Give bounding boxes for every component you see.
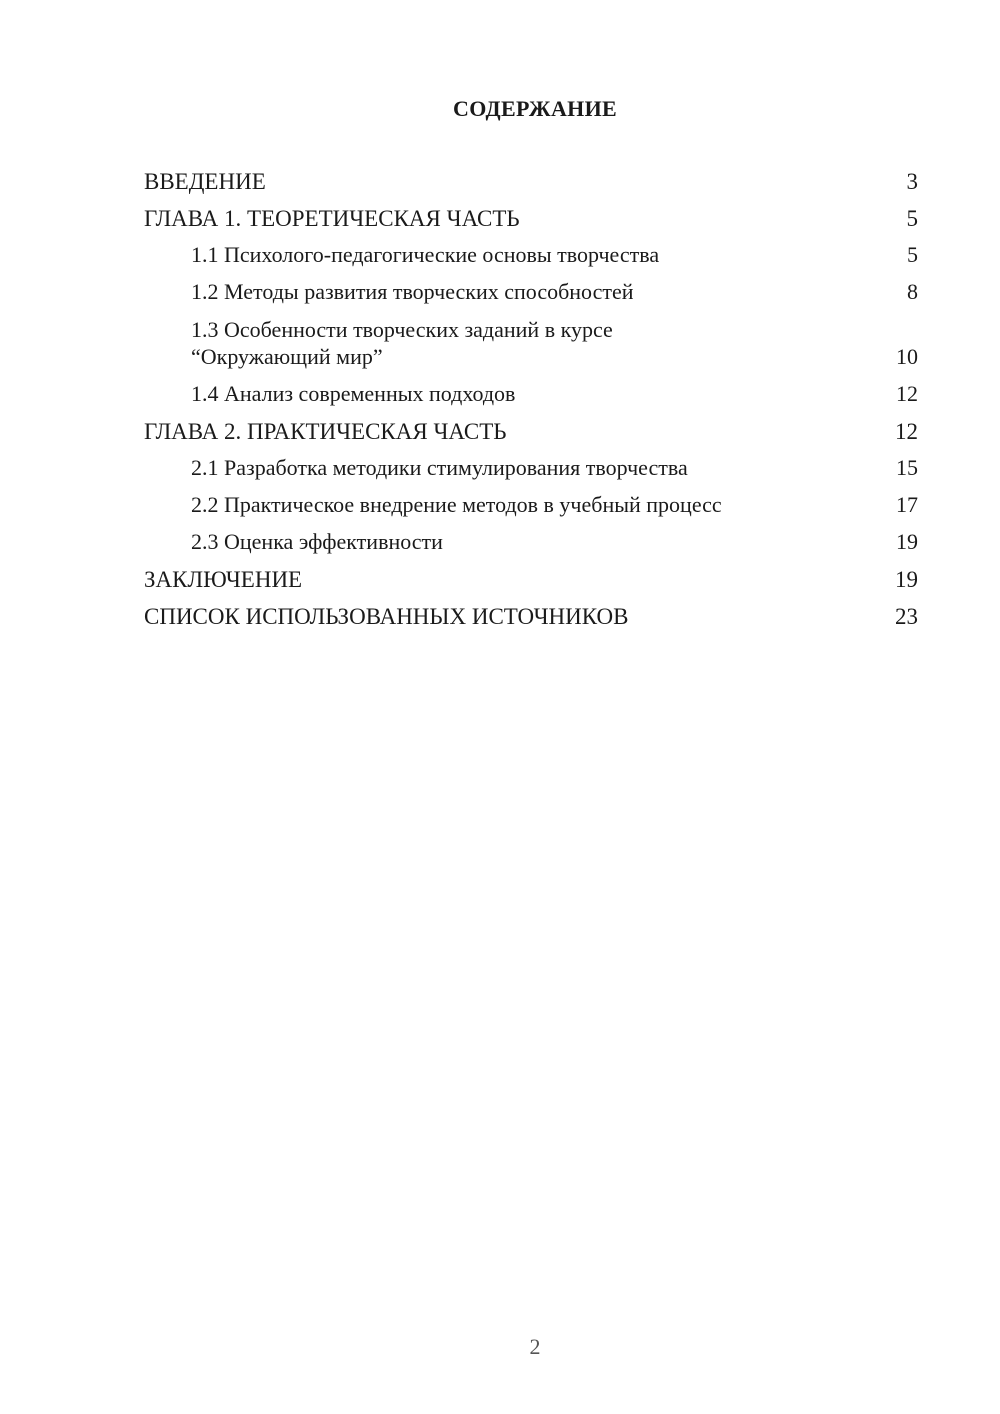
toc-entry-section-1-3 [144, 316, 918, 370]
toc-entry-label: 1.1 Психолого-педагогические основы творчества [191, 242, 660, 267]
toc-title: СОДЕРЖАНИЕ [453, 96, 617, 121]
toc-entry-label: 2.3 Оценка эффективности [191, 529, 443, 554]
toc-entry-introduction [144, 168, 918, 197]
toc-entry-page: 5 [906, 206, 918, 231]
toc-entry-label: СПИСОК ИСПОЛЬЗОВАННЫХ ИСТОЧНИКОВ [144, 604, 629, 629]
toc-entry-label: ГЛАВА 2. ПРАКТИЧЕСКАЯ ЧАСТЬ [144, 419, 507, 444]
toc-entry-label: ВВЕДЕНИЕ [144, 169, 266, 194]
toc-entry-section-1-1 [144, 242, 918, 268]
toc-entry-page: 17 [896, 492, 918, 517]
toc-entry-page: 5 [907, 242, 918, 267]
toc-entry-label: 1.3 Особенности творческих заданий в курсе “Окружающий мир” [191, 317, 613, 369]
toc-entry-page: 15 [896, 455, 918, 480]
page-number: 2 [529, 1334, 541, 1359]
toc-entry-section-1-4 [144, 381, 918, 407]
table-of-contents [144, 168, 918, 640]
toc-entry-section-1-2 [144, 279, 918, 305]
toc-entry-label: 2.1 Разработка методики стимулирования творчества [191, 455, 688, 480]
toc-entry-label: ГЛАВА 1. ТЕОРЕТИЧЕСКАЯ ЧАСТЬ [144, 206, 520, 231]
toc-entry-chapter-1 [144, 205, 918, 234]
toc-entry-label: 1.2 Методы развития творческих способностей [191, 279, 634, 304]
toc-entry-page: 10 [896, 344, 918, 369]
toc-entry-page: 19 [895, 567, 918, 592]
toc-entry-conclusion [144, 566, 918, 595]
toc-entry-label: ЗАКЛЮЧЕНИЕ [144, 567, 303, 592]
toc-entry-label: 2.2 Практическое внедрение методов в учебный процесс [191, 492, 722, 517]
toc-entry-references [144, 603, 918, 632]
toc-entry-page: 12 [895, 419, 918, 444]
toc-entry-page: 8 [907, 279, 918, 304]
toc-entry-page: 19 [896, 529, 918, 554]
toc-entry-page: 12 [896, 381, 918, 406]
toc-entry-page: 23 [895, 604, 918, 629]
toc-entry-section-2-2 [144, 492, 918, 518]
toc-entry-page: 3 [906, 169, 918, 194]
toc-entry-section-2-1 [144, 455, 918, 481]
toc-entry-section-2-3 [144, 529, 918, 555]
toc-entry-chapter-2 [144, 418, 918, 447]
toc-entry-label: 1.4 Анализ современных подходов [191, 381, 516, 406]
